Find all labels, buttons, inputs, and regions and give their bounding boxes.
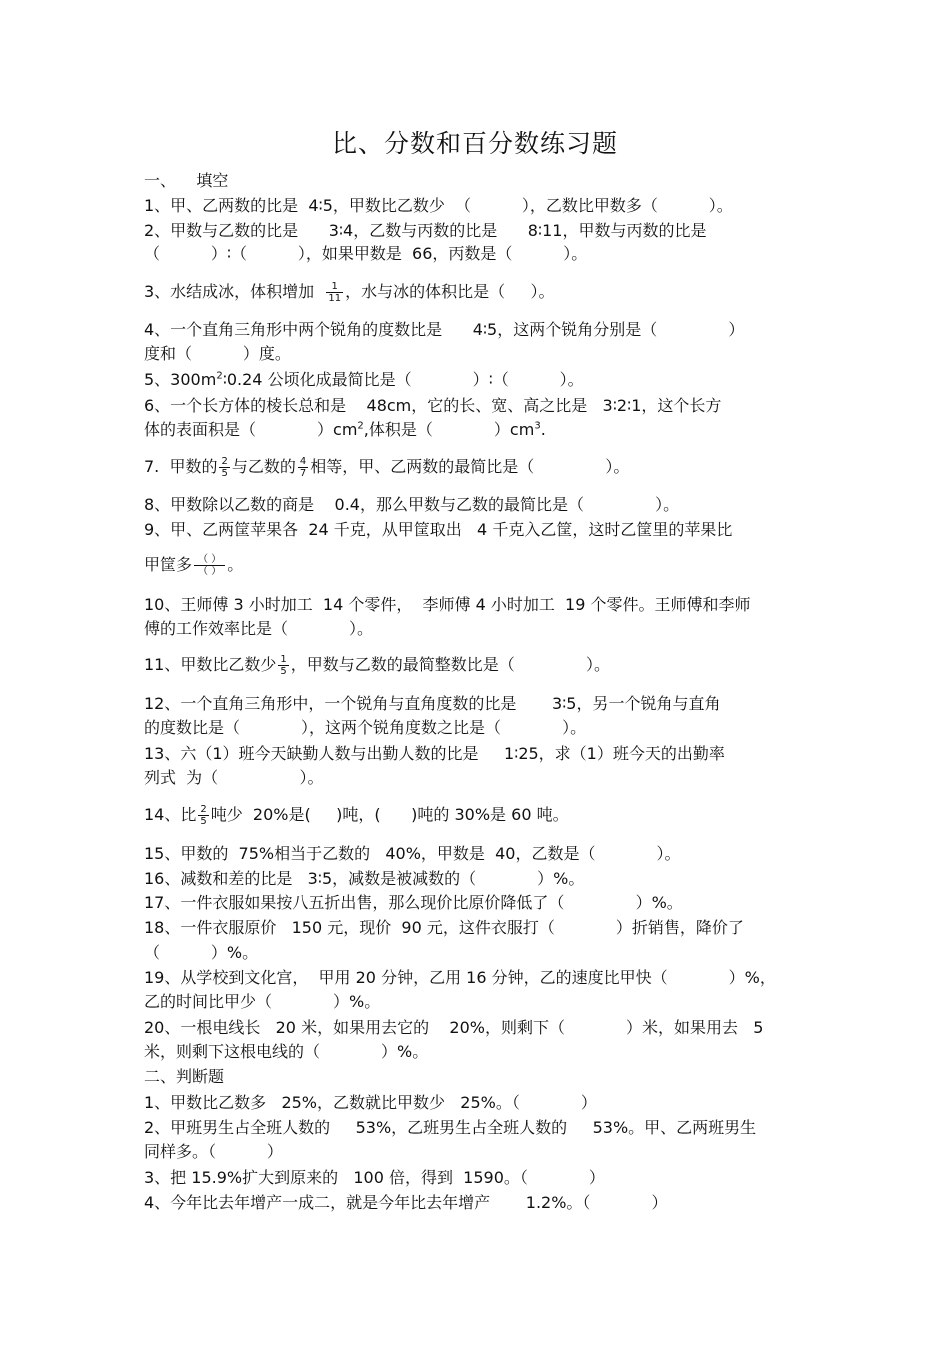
question-19-line-2: 乙的时间比甲少（ ）%。 (144, 992, 381, 1011)
fraction-q14: $\frac{2}{5}$ (200, 804, 207, 827)
question-1: 1、甲、乙两数的比是 4∶5，甲数比乙数少 （ ），乙数比甲数多（ ）。 (144, 196, 733, 215)
page-title: 比、分数和百分数练习题 (331, 129, 618, 158)
question-2-line-2: （ ）∶（ ），如果甲数是 66，丙数是（ ）。 (144, 244, 588, 263)
fraction-q7-second: $\frac{4}{7}$ (299, 456, 307, 479)
question-3: 3、水结成冰，体积增加 $\frac{1}{11}$ ，水与冰的体积比是（ ）。 (144, 281, 555, 304)
question-10-line-1: 10、王师傅 3 小时加工 14 个零件， 李师傅 4 小时加工 19 个零件。王师傅和李师 (144, 595, 751, 614)
question-18-line-1: 18、一件衣服原价 150 元，现价 90 元，这件衣服打（ ）折销售，降价了 (144, 918, 744, 937)
question-12-line-1: 12、一个直角三角形中，一个锐角与直角度数的比是 3∶5，另一个锐角与直角 (144, 694, 721, 713)
question-7: 7. 甲数的 $\frac{2}{5}$ 与乙数的 $\frac{4}{7}$ 相等，甲、乙两数的最简比是（ ）。 (144, 456, 630, 479)
question-4-line-2: 度和（ ）度。 (144, 344, 291, 363)
question-8: 8、甲数除以乙数的商是 0.4，那么甲数与乙数的最简比是（ ）。 (144, 495, 680, 514)
question-9-line-1: 9、甲、乙两筐苹果各 24 千克，从甲筐取出 4 千克入乙筐，这时乙筐里的苹果比 (144, 520, 733, 539)
question-14: 14、比 $\frac{2}{5}$ 吨少 20%是( )吨，( )吨的 30%是 60 吨。 (144, 804, 569, 827)
question-5: 5、$300m^2∶0.24$ 公顷化成最简比是（ ）∶（ ）。 (144, 370, 584, 389)
question-17: 17、一件衣服如果按八五折出售，那么现价比原价降低了（ ）%。 (144, 893, 683, 912)
question-2-line-1: 2、甲数与乙数的比是 3∶4，乙数与丙数的比是 8∶11，甲数与丙数的比是 (144, 221, 707, 240)
question-10-line-2: 傅的工作效率比是（ ）。 (144, 619, 374, 638)
question-9-line-2: 甲筐多 $\frac{( )}{( )}$ 。 (144, 554, 244, 577)
question-20-line-1: 20、一根电线长 20 米，如果用去它的 20%，则剩下（ ）米，如果用去 5 (144, 1018, 764, 1037)
judgment-2-line-2: 同样多。（ ） (144, 1142, 283, 1161)
question-13-line-2: 列式 为（ ）。 (144, 768, 324, 787)
section-true-false: 二、判断题 (144, 1067, 225, 1086)
question-13-line-1: 13、六（1）班今天缺勤人数与出勤人数的比是 1∶25，求（1）班今天的出勤率 (144, 744, 725, 763)
superscript-q5: 2 (216, 370, 223, 382)
question-12-line-2: 的度数比是（ ），这两个锐角度数之比是（ ）。 (144, 718, 587, 737)
fraction-q11: $\frac{1}{5}$ (280, 654, 287, 677)
question-4-line-1: 4、一个直角三角形中两个锐角的度数比是 4∶5，这两个锐角分别是（ ） (144, 320, 745, 339)
question-20-line-2: 米，则剩下这根电线的（ ）%。 (144, 1042, 429, 1061)
superscript-q6-volume: 3 (534, 420, 541, 432)
question-18-line-2: （ ）%。 (144, 943, 259, 962)
superscript-q6-area: 2 (357, 420, 364, 432)
fraction-q7-first: $\frac{2}{5}$ (221, 456, 228, 479)
judgment-4: 4、今年比去年增产一成二，就是今年比去年增产 1.2%。（ ） (144, 1193, 668, 1212)
section-fill-blank: 一、 填空 (144, 171, 229, 190)
question-6-line-2: 体的表面积是（ ）$cm^2$,体积是（ ）$cm^3$. (144, 420, 546, 439)
fraction-q9: $\frac{( )}{( )}$ (194, 554, 225, 577)
fraction-q3: $\frac{1}{11}$ (328, 281, 342, 304)
judgment-1: 1、甲数比乙数多 25%，乙数就比甲数少 25%。（ ） (144, 1093, 597, 1112)
judgment-3: 3、把 15.9%扩大到原来的 100 倍，得到 1590。（ ） (144, 1168, 605, 1187)
question-6-line-1: 6、一个长方体的棱长总和是 48cm，它的长、宽、高之比是 3∶2∶1，这个长方 (144, 396, 722, 415)
question-16: 16、减数和差的比是 3∶5，减数是被减数的（ ）%。 (144, 869, 585, 888)
question-11: 11、甲数比乙数少 $\frac{1}{5}$ ，甲数与乙数的最简整数比是（ ）。 (144, 654, 610, 677)
judgment-2-line-1: 2、甲班男生占全班人数的 53%，乙班男生占全班人数的 53%。甲、乙两班男生 (144, 1118, 757, 1137)
question-19-line-1: 19、从学校到文化宫， 甲用 20 分钟，乙用 16 分钟，乙的速度比甲快（ ）%， (144, 968, 776, 987)
question-15: 15、甲数的 75%相当于乙数的 40%，甲数是 40，乙数是（ ）。 (144, 844, 681, 863)
